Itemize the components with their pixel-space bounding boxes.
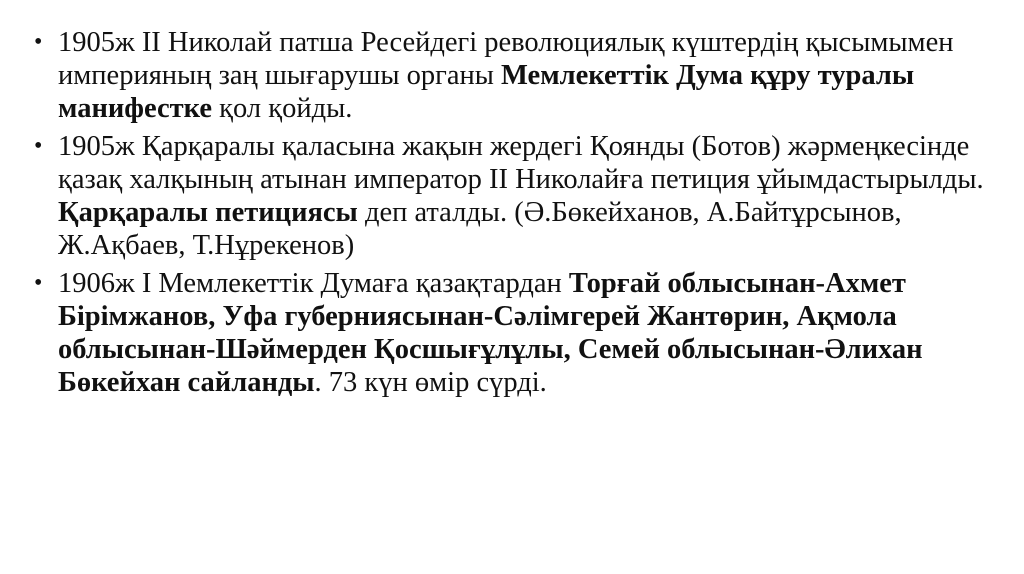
bold-text-segment: Қарқаралы петициясы [58, 197, 358, 228]
bullet-list [34, 26, 994, 404]
bullet-text [58, 131, 984, 261]
bullet-text [58, 27, 953, 124]
bullet-dot-icon: • [34, 270, 43, 296]
bold-text-segment: Мемлекеттік Дума құру туралы манифестке [58, 60, 915, 124]
text-segment: . 73 күн өмір сүрді. [314, 367, 547, 398]
bold-text-segment: Торғай облысынан-Ахмет Бірімжанов, Уфа губерниясынан-Сәлімгерей Жантөрин, Ақмола облысынан-Шәймерден Қосшығұлұлы, Семей облысынан-Әлихан Бөкейхан сайланды [58, 268, 923, 398]
bullet-text [58, 268, 923, 398]
bullet-item-1906-duma [34, 267, 994, 399]
text-segment: деп аталды. (Ә.Бөкейханов, А.Байтұрсынов, Ж.Ақбаев, Т.Нұрекенов) [58, 197, 902, 261]
text-segment: 1905ж ІІ Николай патша Ресейдегі революциялық күштердің қысымымен империяның заң шығарушы органы [58, 27, 954, 91]
bullet-dot-icon: • [34, 29, 43, 55]
text-segment: 1906ж І Мемлекеттік Думаға қазақтардан [58, 268, 569, 299]
bullet-dot-icon: • [34, 133, 43, 159]
text-segment: 1905ж Қарқаралы қаласына жақын жердегі Қоянды (Ботов) жәрмеңкесінде қазақ халқының атынан император ІІ Николайға петиция ұйымдастырылды. [58, 131, 984, 195]
bullet-item-1905-petition [34, 130, 994, 262]
bullet-item-1905-manifesto [34, 26, 994, 125]
text-segment: қол қойды. [212, 93, 353, 124]
